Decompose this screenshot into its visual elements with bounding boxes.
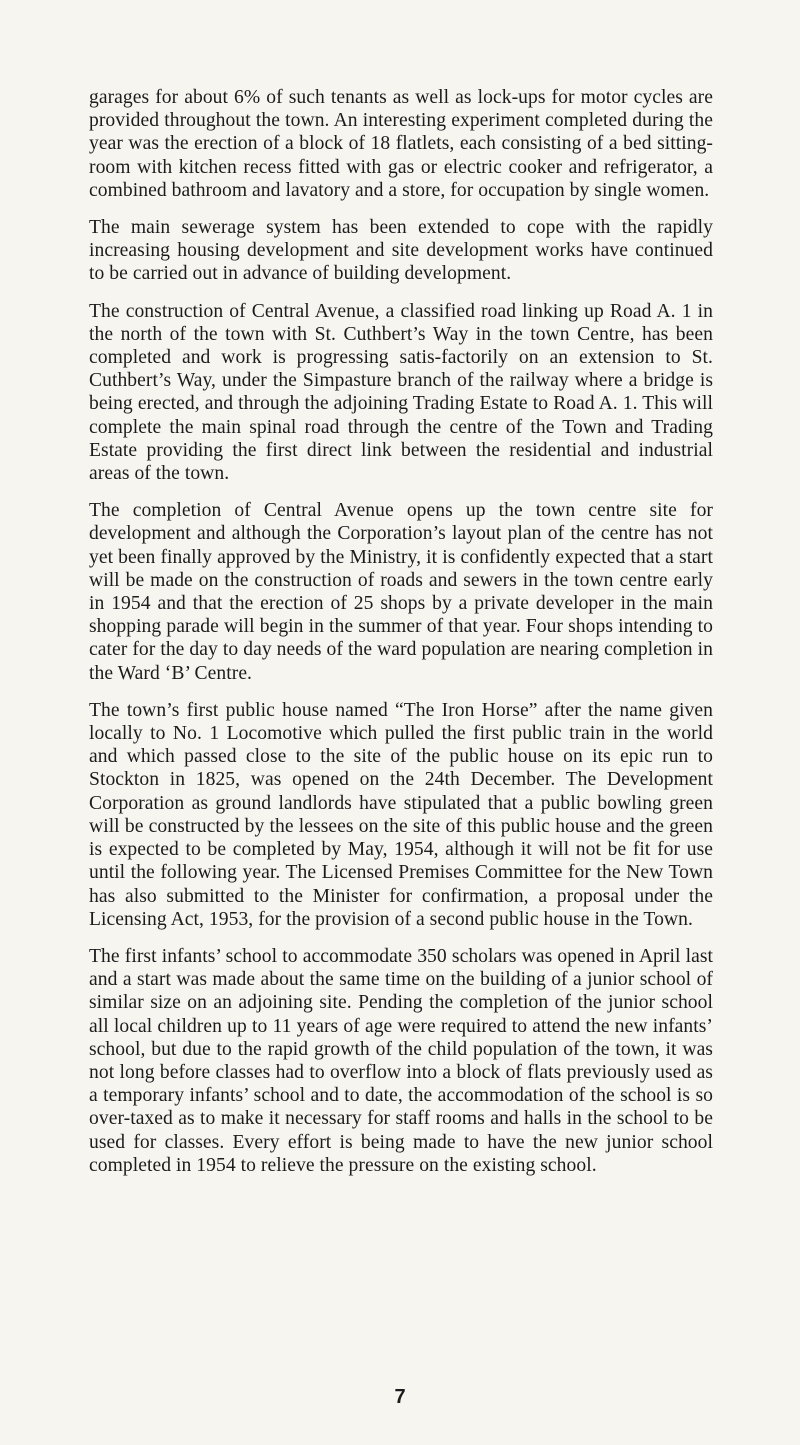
paragraph-town-centre: The completion of Central Avenue opens up the town centre site for development and although the Corporation’s layout plan of the centre has not yet been finally approved by the Ministry, it is confidently expected that a start will be made on the construction of roads and sewers in the town centre early in 1954 and that the erection of 25 shops by a private developer in the main shopping parade will begin in the summer of that year. Four shops intending to cater for the day to day needs of the ward population are nearing completion in the Ward ‘B’ Centre. [89, 500, 713, 684]
paragraph-central-avenue: The construction of Central Avenue, a classified road linking up Road A. 1 in the north of the town with St. Cuthbert’s Way in the town Centre, has been completed and work is progressing satis-factorily on an extension to St. Cuthbert’s Way, under the Simpasture branch of the railway where a bridge is being erected, and through the adjoining Trading Estate to Road A. 1. This will complete the main spinal road through the centre of the Town and Trading Estate providing the first direct link between the residential and industrial areas of the town. [89, 300, 713, 485]
paragraph-public-house: The town’s first public house named “The Iron Horse” after the name given locally to No. 1 Locomotive which pulled the first public train in the world and which passed close to the site of the public house on its epic run to Stockton in 1825, was opened on the 24th December. The Development Corporation as ground landlords have stipulated that a public bowling green will be constructed by the lessees on the site of this public house and the green is expected to be completed by May, 1954, although it will not be fit for use until the following year. The Licensed Premises Committee for the New Town has also submitted to the Minister for confirmation, a proposal under the Licensing Act, 1953, for the provision of a second public house in the Town. [89, 699, 713, 930]
paragraph-garages: garages for about 6% of such tenants as well as lock-ups for motor cycles are provided throughout the town. An interesting experiment completed during the year was the erection of a block of 18 flatlets, each consisting of a bed sitting-room with kitchen recess fitted with gas or electric cooker and refrigerator, a combined bathroom and lavatory and a store, for occupation by single women. [89, 87, 713, 201]
page-number: 7 [394, 1386, 406, 1408]
paragraph-sewerage: The main sewerage system has been extended to cope with the rapidly increasing housing development and site development works have continued to be carried out in advance of building development. [89, 217, 713, 285]
paragraph-infants-school: The first infants’ school to accommodate 350 scholars was opened in April last and a start was made about the same time on the building of a junior school of similar size on an adjoining site. Pending the completion of the junior school all local children up to 11 years of age were required to attend the new infants’ school, but due to the rapid growth of the child population of the town, it was not long before classes had to overflow into a block of flats previously used as a temporary infants’ school and to date, the accommodation of the school is so over-taxed as to make it necessary for staff rooms and halls in the school to be used for classes. Every effort is being made to have the new junior school completed in 1954 to relieve the pressure on the existing school. [89, 945, 713, 1176]
body-text [89, 86, 713, 1191]
